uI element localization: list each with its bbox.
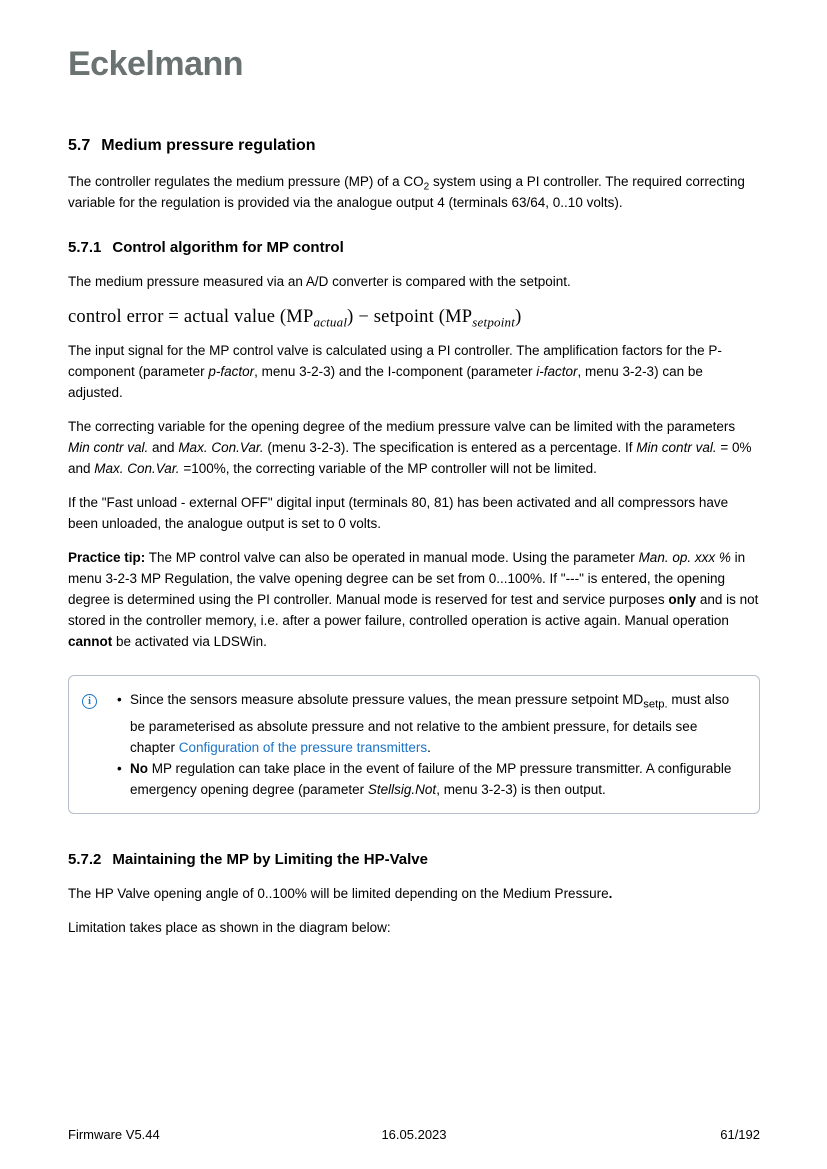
footer-page-number: 61/192 — [720, 1127, 760, 1142]
section-title: Medium pressure regulation — [101, 137, 316, 154]
company-logo: Eckelmann — [68, 45, 244, 83]
note-item-no-mp-regulation: • No MP regulation can take place in the event of failure of the MP pressure transmitter. A configurable emergency opening degree (parameter Stellsig.Not, menu 3-2-3) is then output. — [117, 758, 745, 800]
paragraph-hp-valve: The HP Valve opening angle of 0..100% will be limited depending on the Medium Pressure. — [68, 885, 613, 901]
paragraph-correcting-variable: The correcting variable for the opening degree of the medium pressure valve can be limited with the parameters Min contr val. and Max. Con.Var. (menu 3-2-3). The specification is entered as a percentage. If Min contr val. = 0% and Max. Con.Var. =100%, the correcting variable of the MP controller will not be limited. — [68, 419, 752, 476]
paragraph-input-signal: The input signal for the MP control valve is calculated using a PI controller. The amplification factors for the P-component (parameter p-factor, menu 3-2-3) and the I-component (parameter i-factor, menu 3-2-3) can be adjusted. — [68, 343, 722, 400]
page-footer — [68, 1127, 760, 1142]
footer-firmware-version: Firmware V5.44 — [68, 1127, 160, 1142]
param-max-con-var: Max. Con.Var. — [94, 461, 180, 476]
section-heading-5-7 — [68, 137, 760, 155]
param-min-contr-val: Min contr val. — [68, 440, 149, 455]
subscript-setp: setp. — [643, 698, 668, 711]
control-error-formula: control error = actual value $(MP_{actual})$ − setpoint $(MP_{setpoint})$ — [68, 307, 522, 330]
paragraph-practice-tip: Practice tip: The MP control valve can also be operated in manual mode. Using the parameter Man. op. xxx % in menu 3-2-3 MP Regulation, the valve opening degree can be set from 0...100%. If "---" is entered, the opening degree is determined using the PI controller. Manual mode is reserved for test and service purposes only and is not stored in the controller memory, i.e. after a power failure, controlled operation is active again. Manual operation cannot be activated via LDSWin. — [68, 550, 759, 649]
paragraph-ad-converter: The medium pressure measured via an A/D converter is compared with the setpoint. — [68, 274, 571, 289]
info-icon: i — [82, 694, 97, 709]
paragraph-intro: The controller regulates the medium pressure (MP) of a $CO_2$ system using a PI controller. The required correcting variable for the regulation is provided via the analogue output 4 (terminals 63/64, 0..10 volts). — [68, 174, 745, 210]
param-man-op: Man. op. xxx % — [638, 550, 731, 565]
section-heading-5-7-2 — [68, 851, 760, 868]
param-stellsig-not: Stellsig.Not — [367, 781, 437, 797]
section-heading-5-7-1 — [68, 239, 760, 256]
section-number: 5.7.1 — [68, 239, 102, 256]
practice-tip-label: Practice tip: — [68, 550, 146, 565]
section-title: Maintaining the MP by Limiting the HP-Valve — [112, 850, 428, 868]
note-list — [117, 689, 745, 800]
section-number: 5.7 — [68, 137, 91, 154]
note-icon-column — [82, 689, 117, 709]
param-min-contr-val: Min contr val. — [636, 440, 717, 455]
subscript-actual: actual — [313, 314, 348, 330]
param-i-factor: i-factor — [536, 364, 578, 379]
section-number: 5.7.2 — [68, 850, 102, 868]
info-note-box — [68, 675, 760, 814]
paragraph-limitation: Limitation takes place as shown in the diagram below: — [68, 919, 391, 935]
note-item-absolute-pressure: • Since the sensors measure absolute pressure values, the mean pressure setpoint $MD_{setp.}$ must also be parameterised as absolute pressure and not relative to the ambient pressure, for details see chapter Configuration of the pressure transmitters. — [117, 689, 745, 758]
paragraph-fast-unload: If the "Fast unload - external OFF" digital input (terminals 80, 81) has been activated and all compressors have been unloaded, the analogue output is set to 0 volts. — [68, 495, 729, 531]
subscript-setpoint: setpoint — [472, 314, 516, 330]
param-p-factor: p-factor — [208, 364, 255, 379]
chapter-link-pressure-transmitters[interactable]: Configuration of the pressure transmitters — [178, 739, 428, 755]
footer-date: 16.05.2023 — [381, 1127, 447, 1142]
subscript: 2 — [423, 181, 430, 193]
section-title: Control algorithm for MP control — [112, 239, 344, 256]
param-max-con-var: Max. Con.Var. — [178, 440, 264, 455]
